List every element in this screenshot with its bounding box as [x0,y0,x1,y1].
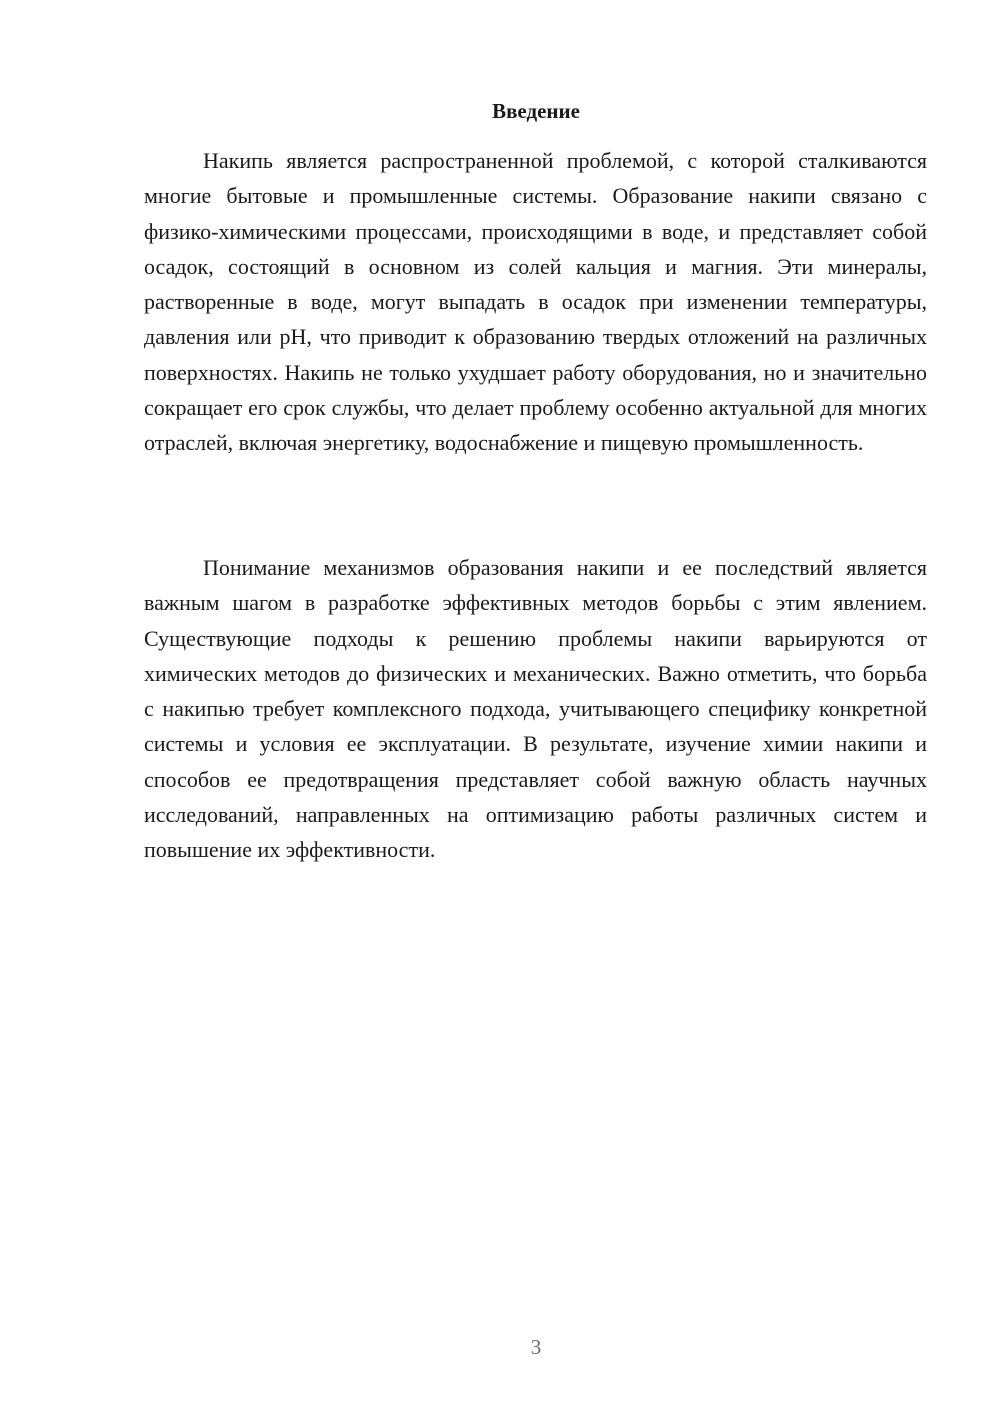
paragraph-intro: Накипь является распространенной проблемой, с которой сталкиваются многие бытовые и промышленные системы. Образование накипи связано с физико-химическими процессами, происходящими в воде, и представляет собой осадок, состоящий в основном из солей кальция и магния. Эти минералы, растворенные в воде, могут выпадать в осадок при изменении температуры, давления или pH, что приводит к образованию твердых отложений на различных поверхностях. Накипь не только ухудшает работу оборудования, но и значительно сокращает его срок службы, что делает проблему особенно актуальной для многих отраслей, включая энергетику, водоснабжение и пищевую промышленность. [144,148,927,456]
section-heading: Введение [492,99,580,123]
page-number: 3 [530,1335,542,1359]
paragraph-mechanisms: Понимание механизмов образования накипи и ее последствий является важным шагом в разработке эффективных методов борьбы с этим явлением. Существующие подходы к решению проблемы накипи варьируются от химических методов до физических и механических. Важно отметить, что борьба с накипью требует комплексного подхода, учитывающего специфику конкретной системы и условия ее эксплуатации. В результате, изучение химии накипи и способов ее предотвращения представляет собой важную область научных исследований, направленных на оптимизацию работы различных систем и повышение их эффективности. [144,555,927,863]
